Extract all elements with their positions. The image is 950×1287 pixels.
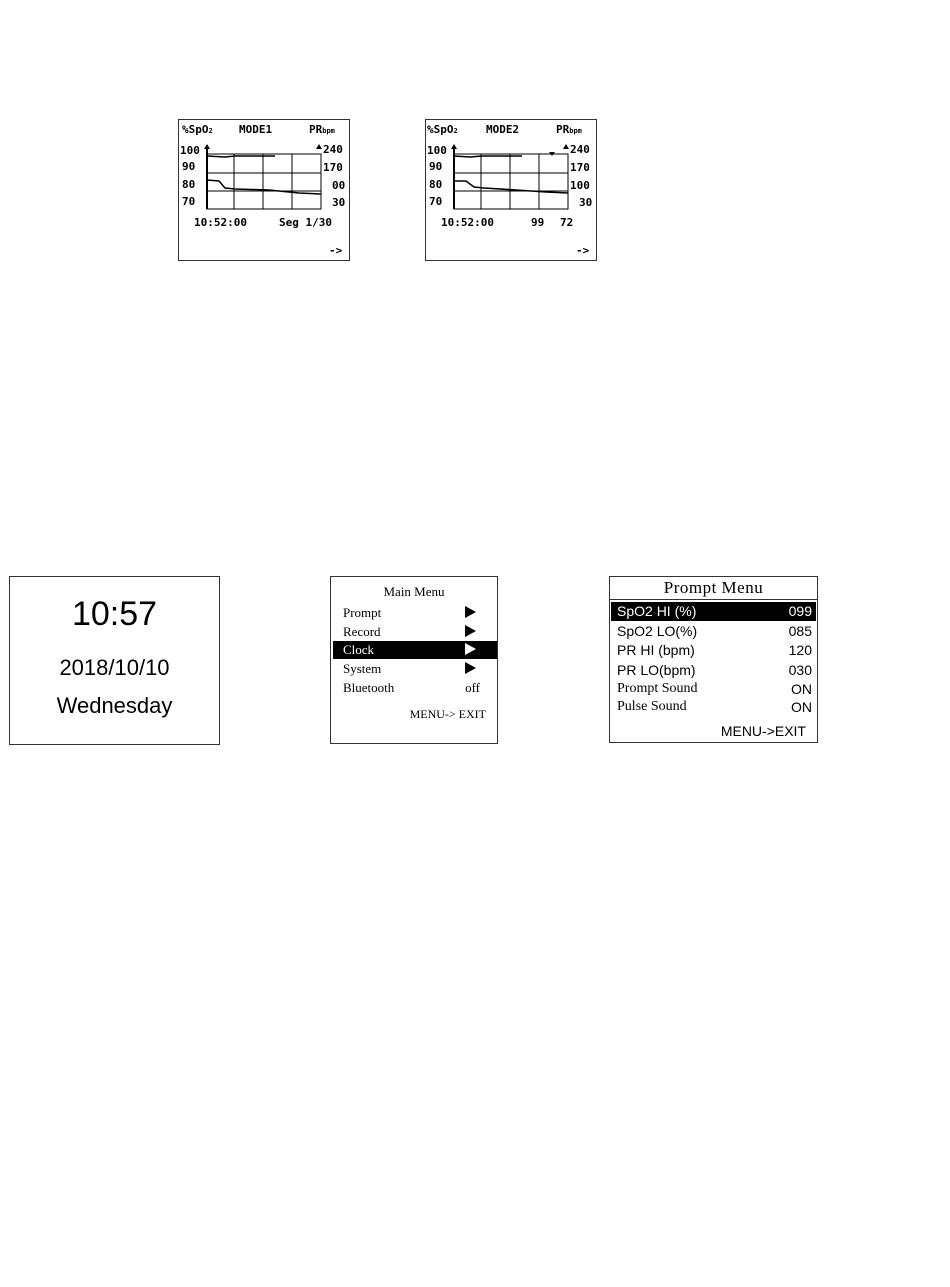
trend-graph: [179, 120, 351, 262]
prompt-item-label: Pulse Sound: [617, 699, 687, 714]
prompt-item-value: ON: [791, 681, 812, 697]
menu-exit-hint: MENU-> EXIT: [409, 707, 486, 721]
menu-item-label: Clock: [343, 642, 375, 657]
menu-item-label: System: [343, 661, 382, 676]
pr-trend-line: [207, 180, 321, 194]
trend-screen-mode2: [425, 119, 597, 261]
spo2-tick-label: 80: [429, 178, 443, 191]
prompt-item-pr-hi[interactable]: [611, 641, 816, 660]
segment-indicator: Seg 1/30: [279, 216, 332, 229]
prompt-item-value: ON: [791, 699, 812, 715]
main-menu-screen: [330, 576, 498, 744]
spo2-tick-label: 100: [427, 144, 447, 157]
graph-frame: [207, 154, 321, 209]
pr-tick-label: 170: [570, 161, 590, 174]
spo2-tick-label: 90: [429, 160, 443, 173]
bluetooth-status: off: [465, 680, 480, 695]
play-arrow-icon: [465, 662, 476, 674]
spo2-tick-label: 70: [182, 195, 196, 208]
mode-title: MODE2: [486, 123, 520, 136]
prompt-item-label: PR LO(bpm): [617, 662, 696, 678]
pr-tick-label: 30: [579, 196, 593, 209]
prompt-item-prompt-sound[interactable]: [611, 680, 816, 699]
clock-time: 10:57: [71, 595, 158, 633]
prompt-menu-screen: [609, 576, 818, 743]
menu-item-label: Bluetooth: [343, 680, 395, 695]
pr-tick-label: 240: [570, 143, 590, 156]
prompt-item-label: SpO2 LO(%): [617, 623, 698, 639]
prompt-item-label: PR HI (bpm): [617, 642, 695, 658]
axis-arrow-icon: [451, 144, 457, 149]
clock-screen: [9, 576, 220, 745]
play-arrow-icon: [465, 606, 476, 618]
pr-axis-subscript: bpm: [322, 127, 335, 135]
next-page-arrow[interactable]: ->: [576, 244, 590, 257]
play-arrow-icon: [465, 643, 476, 655]
pr-tick-label: 30: [332, 196, 346, 209]
menu-item-clock[interactable]: [333, 641, 497, 659]
current-time: 10:52:00: [441, 216, 494, 229]
axis-arrow-icon: [316, 144, 322, 149]
prompt-item-value: 099: [788, 603, 812, 619]
mode-title: MODE1: [239, 123, 273, 136]
axis-arrow-icon: [563, 144, 569, 149]
menu-item-system[interactable]: [333, 660, 497, 678]
spo2-value: 99: [531, 216, 545, 229]
next-page-arrow[interactable]: ->: [329, 244, 343, 257]
pr-axis-label: PR: [309, 123, 323, 136]
spo2-tick-label: 90: [182, 160, 196, 173]
pr-axis-subscript: bpm: [569, 127, 582, 135]
prompt-item-value: 085: [788, 623, 812, 639]
pr-axis-label: PR: [556, 123, 570, 136]
spo2-tick-label: 80: [182, 178, 196, 191]
trend-screen-mode1: [178, 119, 350, 261]
pr-tick-label: 240: [323, 143, 343, 156]
record-time: 10:52:00: [194, 216, 247, 229]
prompt-item-value: 030: [788, 662, 812, 678]
clock-date: 2018/10/10: [59, 655, 170, 680]
prompt-item-value: 120: [788, 642, 812, 658]
spo2-axis-label: %SpO: [427, 123, 454, 136]
play-arrow-icon: [465, 625, 476, 637]
menu-item-prompt[interactable]: [333, 604, 497, 622]
pr-value: 72: [560, 216, 574, 229]
axis-arrow-icon: [204, 144, 210, 149]
main-menu-title: Main Menu: [383, 584, 445, 599]
spo2-trend-line: [207, 156, 275, 157]
menu-item-label: Record: [343, 624, 381, 639]
spo2-tick-label: 100: [180, 144, 200, 157]
prompt-item-pulse-sound[interactable]: [611, 698, 816, 717]
spo2-axis-subscript: 2: [453, 127, 458, 135]
menu-exit-hint: MENU->EXIT: [720, 723, 806, 739]
menu-item-record[interactable]: [333, 623, 497, 641]
menu-item-label: Prompt: [343, 605, 382, 620]
spo2-axis-subscript: 2: [208, 127, 213, 135]
pr-tick-label: 100: [570, 179, 590, 192]
clock-weekday: Wednesday: [56, 693, 173, 718]
prompt-item-spo2-lo[interactable]: [611, 622, 816, 641]
menu-item-bluetooth[interactable]: [333, 679, 497, 697]
pr-tick-label: 00: [332, 179, 346, 192]
spo2-axis-label: %SpO: [182, 123, 209, 136]
trend-graph: [426, 120, 598, 262]
prompt-menu-title: Prompt Menu: [663, 578, 764, 597]
title-divider: [610, 599, 817, 600]
graph-frame: [454, 154, 568, 209]
prompt-item-spo2-hi[interactable]: [611, 602, 816, 621]
spo2-tick-label: 70: [429, 195, 443, 208]
pr-tick-label: 170: [323, 161, 343, 174]
prompt-item-pr-lo[interactable]: [611, 661, 816, 680]
prompt-item-label: SpO2 HI (%): [617, 603, 697, 619]
spo2-trend-line: [454, 156, 522, 157]
prompt-item-label: Prompt Sound: [617, 681, 698, 696]
